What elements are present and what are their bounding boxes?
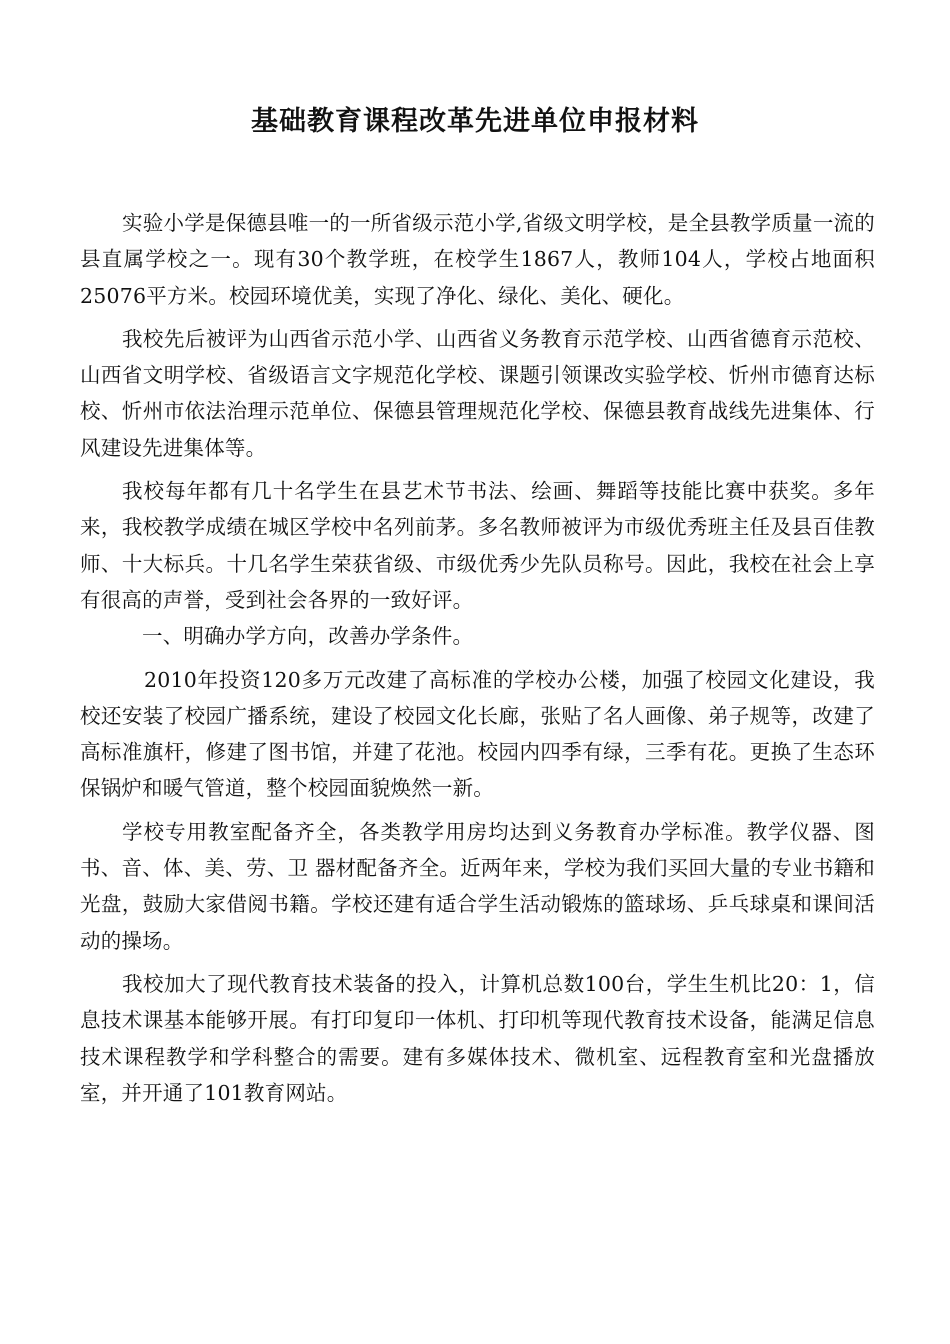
paragraph-technology: 我校加大了现代教育技术装备的投入，计算机总数100台，学生生机比20：1，信息技术课基本能够开展。有打印复印一体机、打印机等现代教育技术设备，能满足信息技术课程教学和学科整合的需要。建有多媒体技术、微机室、远程教育室和光盘播放室，并开通了101教育网站。 bbox=[80, 971, 875, 1105]
paragraph-classrooms: 学校专用教室配备齐全，各类教学用房均达到义务教育办学标准。教学仪器、图书、音、体、美、劳、卫 器材配备齐全。近两年来，学校为我们买回大量的专业书籍和光盘，鼓励大家借阅书籍。学校还建有适合学生活动锻炼的篮球场、乒乓球桌和课间活动的操场。 bbox=[80, 819, 875, 953]
paragraph-honors: 我校先后被评为山西省示范小学、山西省义务教育示范学校、山西省德育示范校、山西省文明学校、省级语言文字规范化学校、课题引领课改实验学校、忻州市德育达标校、忻州市依法治理示范单位、保德县管理规范化学校、保德县教育战线先进集体、行风建设先进集体等。 bbox=[80, 326, 875, 460]
paragraph-investment: 2010年投资120多万元改建了高标准的学校办公楼，加强了校园文化建设，我校还安装了校园广播系统，建设了校园文化长廊，张贴了名人画像、弟子规等，改建了高标准旗杆，修建了图书馆，并建了花池。校园内四季有绿，三季有花。更换了生态环保锅炉和暖气管道，整个校园面貌焕然一新。 bbox=[80, 667, 875, 801]
document-title: 基础教育课程改革先进单位申报材料 bbox=[251, 106, 699, 137]
paragraph-school-overview: 实验小学是保德县唯一的一所省级示范小学,省级文明学校，是全县教学质量一流的县直属学校之一。现有30个教学班，在校学生1867人，教师104人，学校占地面积25076平方米。校园环境优美，实现了净化、绿化、美化、硬化。 bbox=[80, 211, 875, 308]
paragraph-achievements: 我校每年都有几十名学生在县艺术节书法、绘画、舞蹈等技能比赛中获奖。多年来，我校教学成绩在城区学校中名列前茅。多名教师被评为市级优秀班主任及县百佳教师、十大标兵。十几名学生荣获省级、市级优秀少先队员称号。因此，我校在社会上享有很高的声誉，受到社会各界的一致好评。 bbox=[80, 479, 875, 612]
section-heading-1: 一、明确办学方向，改善办学条件。 bbox=[142, 624, 474, 649]
document-body bbox=[80, 205, 875, 1111]
